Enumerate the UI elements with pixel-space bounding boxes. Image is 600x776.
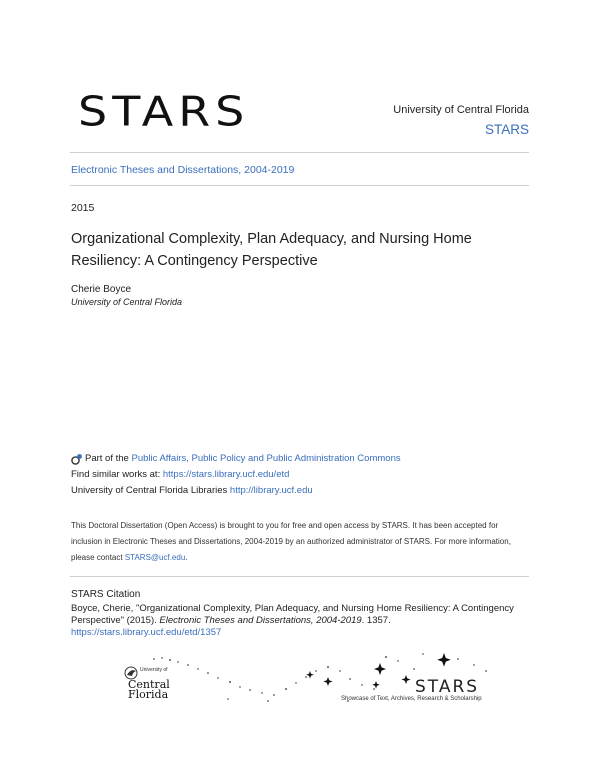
ucf-florida: Florida [128, 688, 169, 701]
divider [70, 152, 529, 153]
citation-end: . 1357. [361, 615, 391, 626]
ucf-small-text: University of [140, 667, 168, 673]
contact-email-link[interactable]: STARS@ucf.edu [124, 553, 186, 562]
author-block [71, 283, 182, 309]
institution-block [393, 103, 529, 137]
citation-text: Boyce, Cherie, "Organizational Complexity, Plan Adequacy, and Nursing Home Resiliency: A Contingency Perspective" (2015). [71, 603, 514, 626]
stars-tagline: Showcase of Text, Archives, Research & Scholarship [341, 696, 482, 702]
libraries-label: University of Central Florida Libraries [71, 485, 228, 496]
repository-link[interactable]: STARS [484, 122, 529, 137]
ucf-central: Central [128, 678, 170, 691]
bepress-network-icon [71, 453, 83, 465]
libraries-link[interactable]: http://library.ucf.edu [229, 485, 313, 496]
publication-year: 2015 [71, 202, 95, 214]
part-of-label: Part of the [85, 453, 129, 464]
citation-series: Electronic Theses and Dissertations, 2004-2019 [159, 615, 362, 626]
author-affiliation: University of Central Florida [71, 297, 183, 307]
institution-name[interactable]: University of Central Florida [393, 104, 529, 116]
citation-block [71, 589, 531, 639]
author-name: Cherie Boyce [71, 284, 132, 295]
series-link[interactable]: Electronic Theses and Dissertations, 2004-2019 [71, 164, 295, 176]
ucf-logo [124, 666, 186, 706]
divider [70, 576, 529, 577]
find-similar-label: Find similar works at: [71, 469, 161, 480]
notice-text: This Doctoral Dissertation (Open Access) is brought to you for free and open access by STARS. It has been accepted for inclusion in Electronic Theses and Dissertations, 2004-2019 by an authorized administrator of STARS. For more information, please contact [71, 521, 511, 562]
links-block [71, 451, 401, 499]
citation-heading: STARS Citation [71, 589, 141, 600]
access-notice [71, 518, 531, 566]
footer-stars-logo: STARS [415, 677, 480, 697]
divider [70, 185, 529, 186]
document-title: Organizational Complexity, Plan Adequacy, and Nursing Home Resiliency: A Contingency Perspective [71, 231, 472, 269]
commons-link[interactable]: Public Affairs, Public Policy and Public Administration Commons [131, 453, 401, 464]
notice-end: . [185, 553, 188, 562]
citation-url-link[interactable]: https://stars.library.ucf.edu/etd/1357 [71, 627, 222, 638]
stars-logo: STARS [78, 86, 250, 136]
find-similar-link[interactable]: https://stars.library.ucf.edu/etd [162, 469, 290, 480]
